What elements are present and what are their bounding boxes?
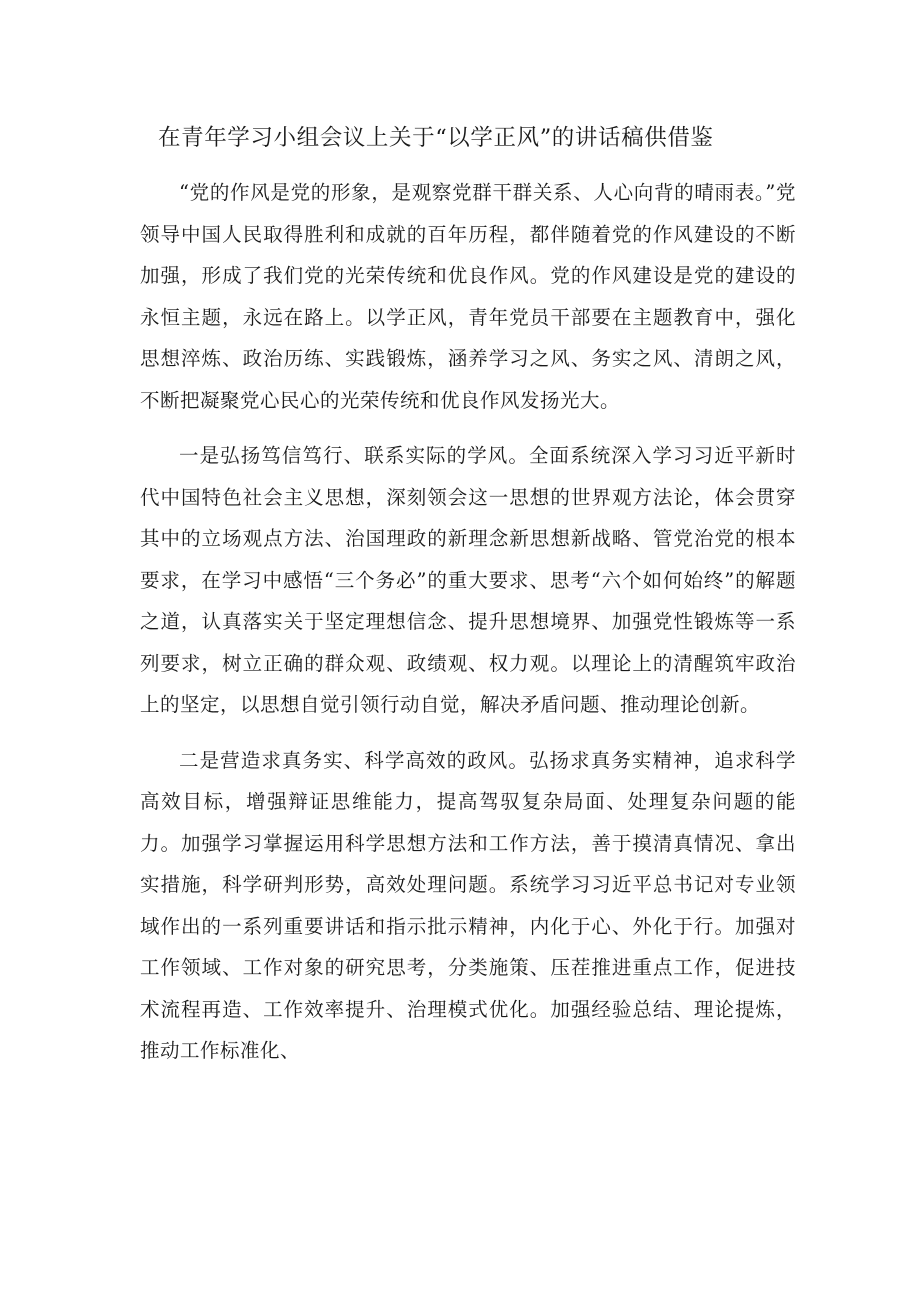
document-title: 在青年学习小组会议上关于“以学正风”的讲话稿供借鉴	[158, 125, 714, 151]
paragraph-study-style: 一是弘扬笃信笃行、联系实际的学风。全面系统深入学习习近平新时代中国特色社会主义思想，深刻领会这一思想的世界观方法论，体会贯穿其中的立场观点方法、治国理政的新理念新思想新战略、管党治党的根本要求，在学习中感悟“三个务必”的重大要求、思考“六个如何始终”的解题之道，认真落实关于坚定理想信念、提升思想境界、加强党性锻炼等一系列要求，树立正确的群众观、政绩观、权力观。以理论上的清醒筑牢政治上的坚定，以思想自觉引领行动自觉，解决矛盾问题、推动理论创新。	[140, 444, 796, 716]
paragraph-intro: “党的作风是党的形象，是观察党群干群关系、人心向背的晴雨表。”党领导中国人民取得胜利和成就的百年历程，都伴随着党的作风建设的不断加强，形成了我们党的光荣传统和优良作风。党的作风建设是党的建设的永恒主题，永远在路上。以学正风，青年党员干部要在主题教育中，强化思想淬炼、政治历练、实践锻炼，涵养学习之风、务实之风、清朗之风，不断把凝聚党心民心的光荣传统和优良作风发扬光大。	[140, 181, 796, 412]
paragraph-government-style: 二是营造求真务实、科学高效的政风。弘扬求真务实精神，追求科学高效目标，增强辩证思维能力，提高驾驭复杂局面、处理复杂问题的能力。加强学习掌握运用科学思想方法和工作方法，善于摸清真情况、拿出实措施，科学研判形势，高效处理问题。系统学习习近平总书记对专业领域作出的一系列重要讲话和指示批示精神，内化于心、外化于行。加强对工作领域、工作对象的研究思考，分类施策、压茬推进重点工作，促进技术流程再造、工作效率提升、治理模式优化。加强经验总结、理论提炼，推动工作标准化、	[140, 748, 796, 1062]
